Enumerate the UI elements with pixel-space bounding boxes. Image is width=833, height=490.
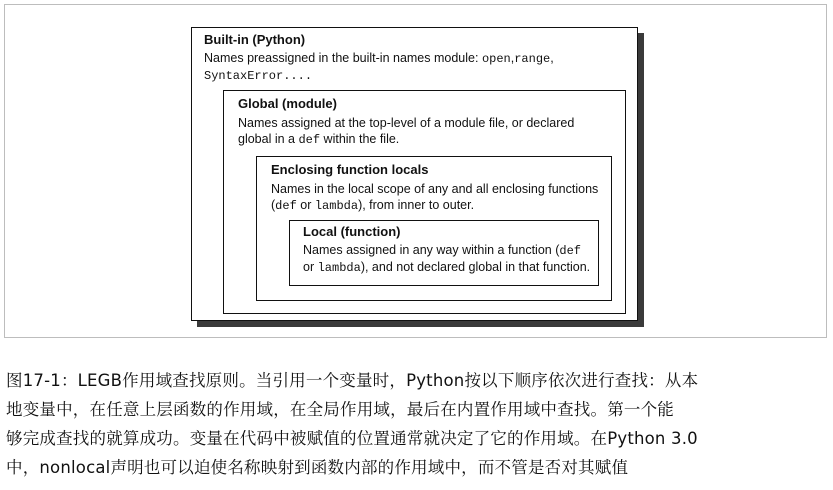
enclosing-desc-line1: Names in the local scope of any and all enclosing functions [271, 182, 599, 196]
local-scope-box [289, 220, 599, 286]
global-desc-line2a: global in a [238, 132, 299, 146]
caption-line-3: 够完成查找的就算成功。变量在代码中被赋值的位置通常就决定了它的作用域。在Python 3.0 [6, 429, 698, 448]
caption-line-1: 图17-1：LEGB作用域查找原则。当引用一个变量时，Python按以下顺序依次进行查找：从本 [6, 371, 699, 390]
global-desc-line2b: within the file. [320, 132, 400, 146]
local-desc-line1: Names assigned in any way within a function ( [303, 243, 560, 257]
builtin-code-open: open [481, 52, 511, 66]
local-scope-title: Local (function) [303, 224, 401, 239]
enclosing-scope-title: Enclosing function locals [271, 162, 429, 177]
builtin-scope-desc [204, 50, 554, 84]
builtin-sep1: , [510, 51, 515, 65]
enclosing-code-def: def [275, 199, 297, 213]
enclosing-desc-line2c: ), from inner to outer. [358, 198, 475, 212]
enclosing-scope-desc [271, 181, 598, 214]
figure-frame [4, 4, 827, 338]
builtin-scope-title: Built-in (Python) [204, 32, 306, 47]
local-desc-line2b: ), and not declared global in that function. [360, 260, 591, 274]
builtin-scope-box [191, 27, 638, 321]
global-scope-box [223, 90, 626, 314]
caption-line-2: 地变量中，在任意上层函数的作用域，在全局作用域，最后在内置作用域中查找。第一个能 [6, 400, 674, 419]
builtin-desc-text: Names preassigned in the built-in names module: [204, 51, 482, 65]
enclosing-desc-line2a: ( [271, 198, 276, 212]
enclosing-scope-box [256, 156, 612, 301]
local-scope-desc [303, 242, 590, 276]
enclosing-code-lambda: lambda [314, 199, 359, 213]
figure-caption [6, 366, 828, 482]
global-code-def: def [298, 133, 321, 147]
caption-line-4: 中，nonlocal声明也可以迫使名称映射到函数内部的作用域中，而不管是否对其赋值 [6, 458, 629, 477]
builtin-sep2: , [550, 51, 554, 65]
builtin-code-syntaxerror: SyntaxError.... [204, 69, 313, 83]
local-code-lambda: lambda [317, 261, 361, 275]
enclosing-desc-line2b: or [296, 198, 315, 212]
global-scope-title: Global (module) [238, 96, 337, 111]
global-scope-desc [238, 115, 574, 148]
builtin-code-range: range [514, 52, 551, 66]
local-desc-line2a: or [303, 260, 318, 274]
local-code-def: def [559, 244, 581, 258]
global-desc-line1: Names assigned at the top-level of a module file, or declared [238, 116, 575, 130]
